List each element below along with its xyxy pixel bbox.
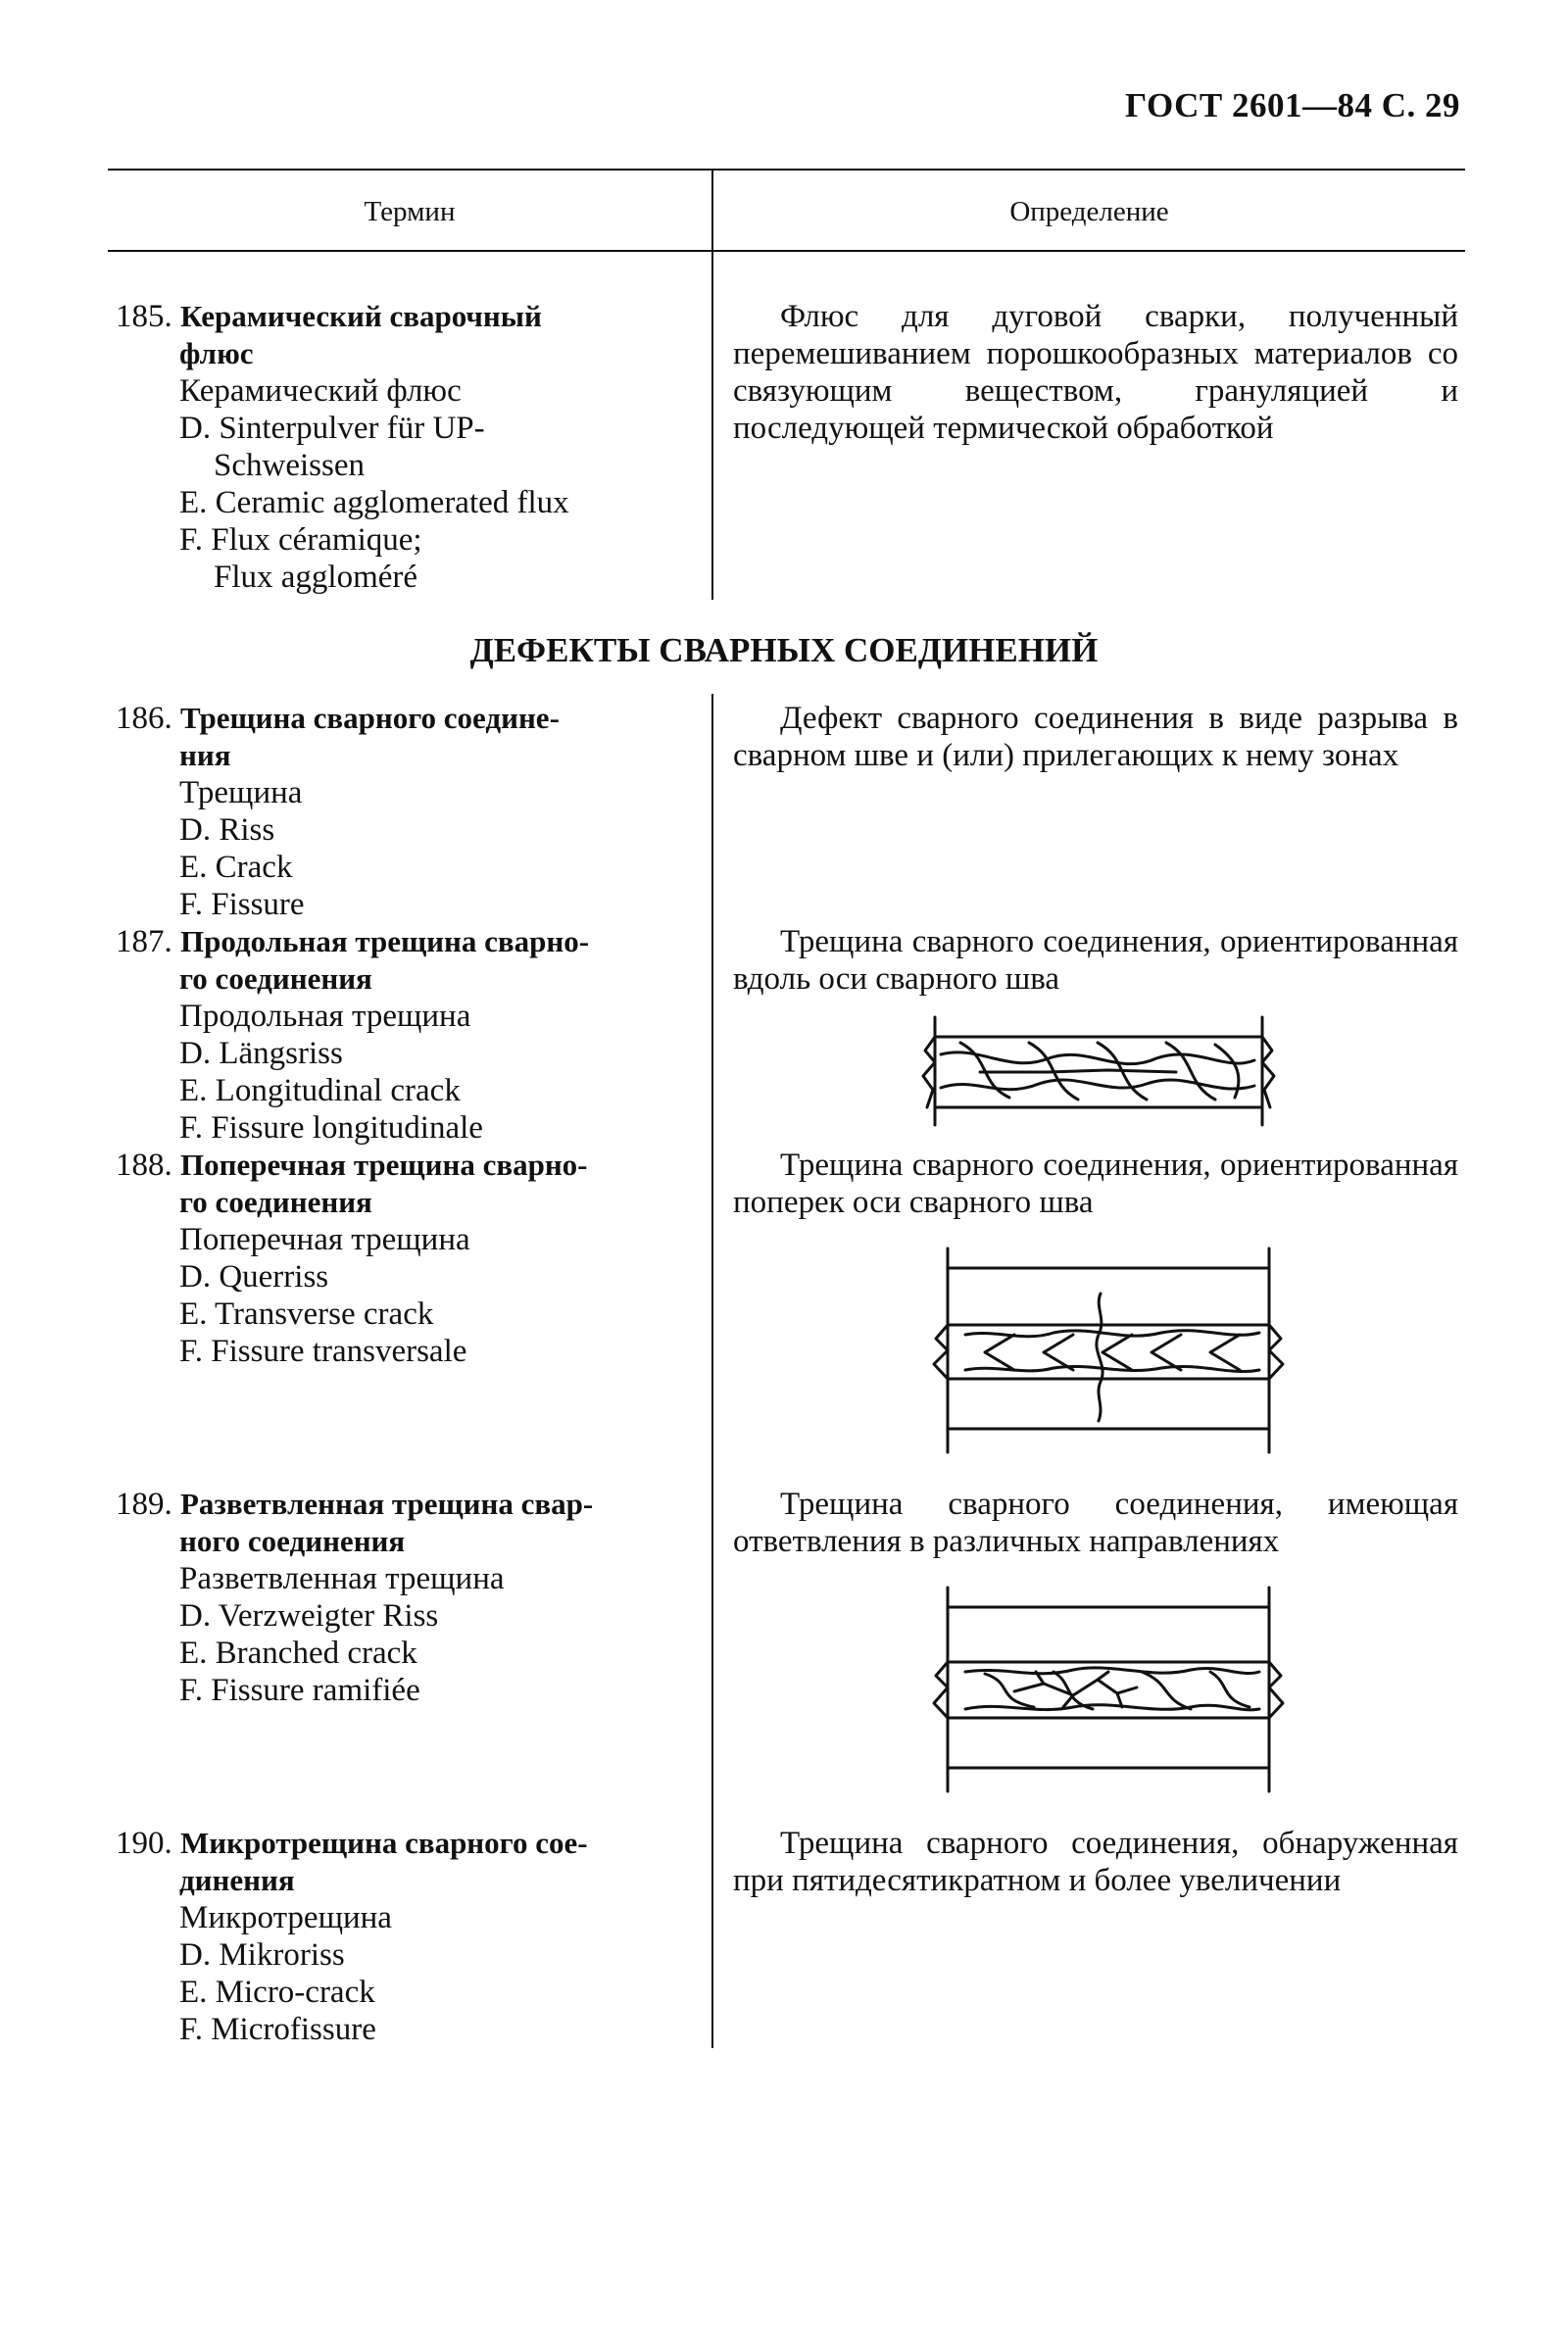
term-de: D. Mikroriss [179, 1937, 345, 1973]
section-title: ДЕФЕКТЫ СВАРНЫХ СОЕДИНЕНИЙ [469, 631, 1099, 669]
term-185 [116, 298, 664, 596]
term-heading-cont: ния [179, 738, 231, 772]
term-en: E. Crack [179, 850, 293, 885]
definition-188 [733, 1147, 1458, 1221]
term-de: D. Sinterpulver für UP- [179, 411, 485, 446]
term-heading-cont: ного соединения [179, 1524, 406, 1558]
definition-187 [733, 923, 1458, 998]
term-fr: F. Fissure longitudinale [179, 1110, 483, 1146]
term-heading-cont: го соединения [179, 961, 372, 996]
page-header: ГОСТ 2601—84 С. 29 [1125, 86, 1460, 124]
figure-longitudinal-crack [921, 1015, 1284, 1133]
term-heading: Разветвленная трещина свар- [180, 1487, 594, 1521]
table-top-rule [108, 169, 1465, 171]
definition-text: Трещина сварного соединения, ориентированная поперек оси сварного шва [733, 1148, 1458, 1220]
term-en: E. Longitudinal crack [179, 1073, 461, 1108]
definition-186 [733, 700, 1458, 774]
definition-text: Трещина сварного соединения, имеющая ответвления в различных направлениях [733, 1487, 1458, 1559]
term-heading: Микротрещина сварного сое- [180, 1826, 588, 1860]
term-number: 185. [116, 299, 172, 334]
term-de: D. Längsriss [179, 1036, 343, 1071]
term-de-cont: Schweissen [214, 448, 365, 483]
term-fr: F. Fissure transversale [179, 1334, 467, 1369]
term-short: Трещина [179, 775, 303, 810]
term-number: 187. [116, 924, 172, 959]
term-heading-cont: флюс [179, 336, 254, 370]
figure-transverse-crack [926, 1247, 1289, 1462]
term-number: 189. [116, 1487, 172, 1522]
term-number: 188. [116, 1148, 172, 1183]
column-header-definition: Определение [1009, 196, 1169, 227]
definition-text: Флюс для дуговой сварки, полученный перемешиванием порошкообразных материалов со связующим веществом, грануляцией и последующей термической обработкой [733, 299, 1458, 446]
term-number: 186. [116, 701, 172, 736]
definition-text: Дефект сварного соединения в виде разрыва в сварном шве и (или) прилегающих к нему зонах [733, 701, 1458, 773]
term-186 [116, 700, 664, 923]
term-de: D. Riss [179, 812, 275, 848]
term-188 [116, 1147, 664, 1370]
term-en: E. Branched crack [179, 1636, 417, 1671]
term-fr: F. Flux céramique; [179, 522, 422, 558]
table-header-rule [108, 250, 1465, 252]
column-divider-top [711, 169, 713, 600]
definition-189 [733, 1486, 1458, 1560]
definition-185 [733, 298, 1458, 447]
definition-text: Трещина сварного соединения, ориентированная вдоль оси сварного шва [733, 924, 1458, 997]
figure-branched-crack [926, 1586, 1289, 1801]
term-fr: F. Fissure [179, 887, 305, 922]
term-fr: F. Fissure ramifiée [179, 1673, 420, 1708]
term-heading-cont: го соединения [179, 1185, 372, 1219]
term-number: 190. [116, 1826, 172, 1861]
term-189 [116, 1486, 664, 1709]
term-heading-cont: динения [179, 1863, 295, 1897]
term-heading: Поперечная трещина сварно- [180, 1148, 588, 1182]
term-short: Микротрещина [179, 1900, 392, 1935]
term-short: Продольная трещина [179, 999, 471, 1034]
term-short: Поперечная трещина [179, 1222, 470, 1257]
column-divider-bottom [711, 694, 713, 2048]
term-fr: F. Microfissure [179, 2012, 376, 2047]
term-short: Разветвленная трещина [179, 1561, 505, 1596]
term-187 [116, 923, 664, 1147]
term-heading: Продольная трещина сварно- [180, 924, 590, 958]
term-short: Керамический флюс [179, 373, 462, 409]
term-en: E. Transverse crack [179, 1296, 434, 1332]
term-190 [116, 1825, 664, 2048]
term-de: D. Verzweigter Riss [179, 1598, 439, 1634]
term-heading: Трещина сварного соедине- [180, 701, 560, 735]
term-en: E. Ceramic agglomerated flux [179, 485, 569, 520]
definition-text: Трещина сварного соединения, обнаруженная при пятидесятикратном и более увеличении [733, 1826, 1458, 1898]
definition-190 [733, 1825, 1458, 1899]
term-heading: Керамический сварочный [180, 299, 542, 333]
term-fr-cont: Flux aggloméré [214, 560, 418, 595]
column-header-term: Термин [364, 196, 456, 227]
term-en: E. Micro-crack [179, 1975, 375, 2010]
term-de: D. Querriss [179, 1259, 329, 1295]
